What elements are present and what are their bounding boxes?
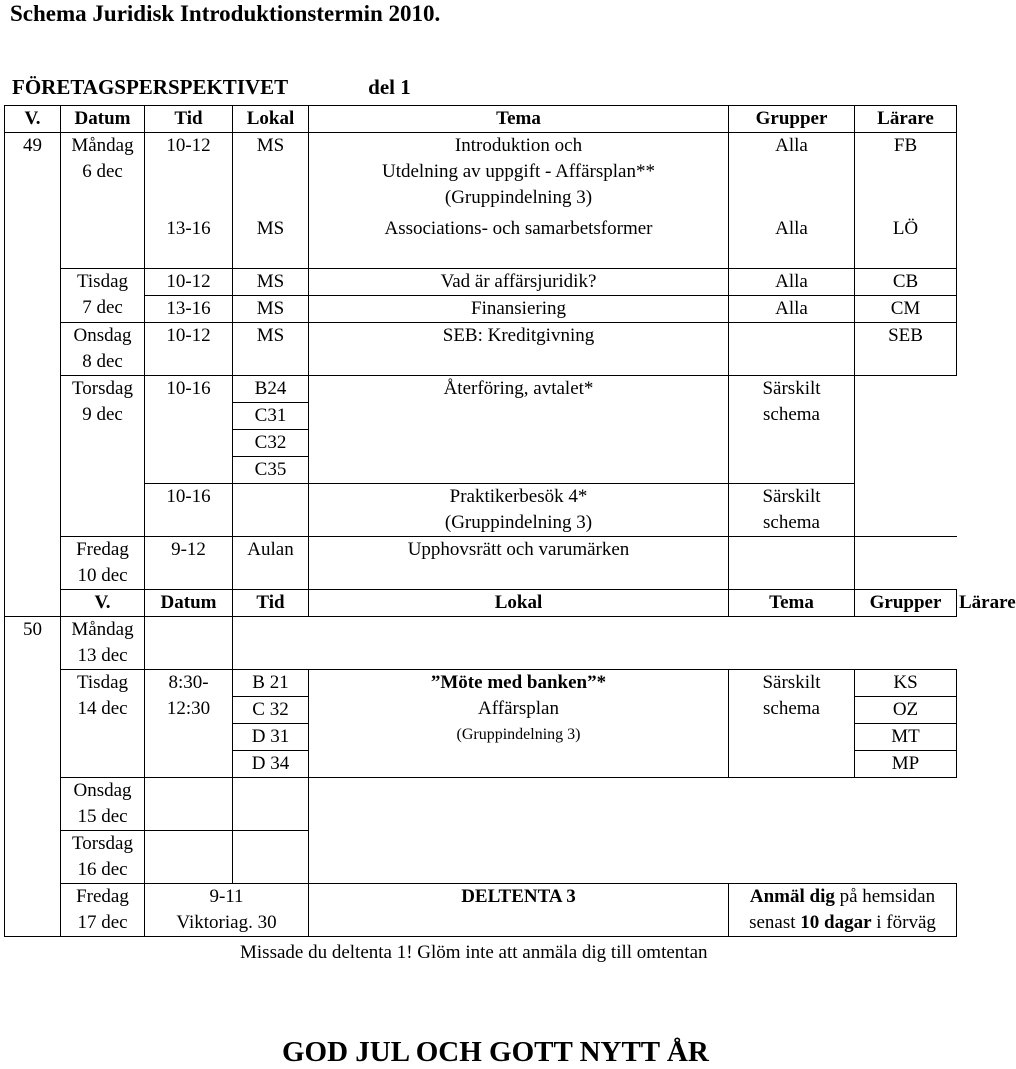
table-row	[5, 831, 957, 884]
groups-cell	[729, 376, 855, 484]
room-cell: MS	[233, 296, 309, 323]
note-bold: 10 dagar	[800, 912, 872, 933]
note-line	[731, 884, 954, 910]
header-theme: Tema	[309, 106, 729, 133]
theme-cell: Vad är affärsjuridik?	[309, 269, 729, 296]
header-time: Tid	[233, 590, 309, 617]
header-date: Datum	[61, 106, 145, 133]
time-cell: 13-16	[145, 296, 233, 323]
groups-cell	[729, 670, 855, 778]
groups-cell	[729, 537, 855, 590]
theme-line: Praktikerbesök 4*	[449, 486, 588, 507]
teacher-cell: MP	[855, 751, 957, 778]
teacher-cell: SEB	[855, 323, 957, 376]
schedule-table	[4, 105, 1016, 937]
theme-cell	[309, 831, 729, 884]
table-row	[5, 296, 957, 323]
section-label: FÖRETAGSPERSPEKTIVET	[12, 75, 289, 99]
day-date: 8 dec	[82, 351, 123, 372]
header-room: Lokal	[309, 590, 729, 617]
theme-cell	[309, 617, 729, 670]
theme-line: Introduktion och	[454, 135, 583, 156]
groups-line: schema	[763, 512, 820, 533]
theme-line: (Gruppindelning 3)	[444, 512, 593, 533]
groups-cell	[729, 484, 855, 537]
table-header-row	[5, 106, 957, 133]
theme-cell: Finansiering	[309, 296, 729, 323]
theme-line: Affärsplan	[478, 698, 559, 719]
page-title: Schema Juridisk Introduktionstermin 2010.	[10, 1, 441, 26]
table-row	[5, 133, 957, 217]
day-cell	[61, 376, 145, 537]
groups-cell	[729, 778, 855, 831]
groups-line: schema	[763, 698, 820, 719]
room-cell: MS	[233, 323, 309, 376]
room-cell: MS	[233, 133, 309, 217]
teacher-cell: CM	[855, 296, 957, 323]
theme-cell: DELTENTA 3	[309, 884, 729, 937]
teacher-cell: KS	[855, 670, 957, 697]
room-cell: B24	[233, 376, 309, 403]
teacher-cell: LÖ	[855, 216, 957, 269]
section-part: del 1	[368, 75, 411, 99]
teacher-cell	[855, 617, 957, 670]
week-number: 50	[5, 617, 61, 937]
time-cell	[145, 778, 233, 831]
time-cell	[145, 617, 233, 670]
note-text: i förväg	[871, 912, 936, 933]
room-cell: C 32	[233, 697, 309, 724]
day-name: Onsdag	[73, 780, 132, 801]
table-row	[5, 376, 957, 403]
table-row	[5, 670, 957, 697]
time-cell: 10-12	[145, 269, 233, 296]
reminder-text: Missade du deltenta 1! Glöm inte att anmäla dig till omtentan	[240, 942, 708, 963]
day-cell	[61, 884, 145, 937]
theme-cell: SEB: Kreditgivning	[309, 323, 729, 376]
theme-cell	[309, 670, 729, 778]
room-cell	[233, 484, 309, 537]
day-name: Fredag	[76, 886, 129, 907]
day-cell	[61, 269, 145, 323]
day-date: 16 dec	[77, 859, 128, 880]
table-row	[5, 884, 957, 937]
teacher-cell: OZ	[855, 697, 957, 724]
groups-cell	[729, 831, 855, 884]
time-line: 9-11	[209, 886, 244, 907]
day-date: 7 dec	[82, 297, 123, 318]
teacher-cell	[855, 537, 957, 590]
note-text: senast	[749, 912, 801, 933]
room-cell: D 31	[233, 724, 309, 751]
table-row	[5, 269, 957, 296]
theme-cell	[309, 484, 729, 537]
day-cell	[61, 537, 145, 590]
day-name: Tisdag	[76, 271, 129, 292]
teacher-cell	[855, 778, 957, 831]
time-line: 8:30-	[168, 672, 209, 693]
note-text: på hemsidan	[834, 886, 936, 907]
theme-cell: Upphovsrätt och varumärken	[309, 537, 729, 590]
day-date: 15 dec	[77, 806, 128, 827]
theme-line: (Gruppindelning 3)	[444, 187, 593, 208]
time-cell: 10-12	[145, 323, 233, 376]
time-cell	[145, 884, 309, 937]
header-room: Lokal	[233, 106, 309, 133]
table-row	[5, 537, 957, 590]
time-cell: 9-12	[145, 537, 233, 590]
theme-line: (Gruppindelning 3)	[456, 726, 581, 743]
theme-cell	[309, 133, 729, 217]
table-row	[5, 778, 957, 831]
teacher-cell: FB	[855, 133, 957, 217]
room-cell	[233, 778, 309, 831]
groups-line: schema	[763, 404, 820, 425]
room-cell: MS	[233, 269, 309, 296]
room-line: Viktoriag. 30	[176, 912, 277, 933]
time-cell: 13-16	[145, 216, 233, 269]
groups-cell	[729, 323, 855, 376]
room-cell: C31	[233, 403, 309, 430]
time-cell: 10-12	[145, 133, 233, 217]
theme-cell: Associations- och samarbetsformer	[309, 216, 729, 269]
room-cell: Aulan	[233, 537, 309, 590]
teacher-cell	[855, 376, 957, 537]
room-cell	[233, 831, 309, 884]
time-cell: 10-16	[145, 376, 233, 484]
room-cell	[233, 617, 309, 670]
groups-line: Särskilt	[762, 378, 821, 399]
teacher-cell: MT	[855, 724, 957, 751]
day-name: Måndag	[71, 135, 134, 156]
day-name: Tisdag	[76, 672, 129, 693]
table-row	[5, 323, 957, 376]
time-cell	[145, 670, 233, 778]
room-cell: D 34	[233, 751, 309, 778]
day-cell	[61, 778, 145, 831]
groups-cell: Alla	[729, 133, 855, 217]
groups-line: Särskilt	[762, 486, 821, 507]
teacher-cell: CB	[855, 269, 957, 296]
day-name: Torsdag	[72, 378, 133, 399]
groups-cell: Alla	[729, 269, 855, 296]
table-row	[5, 617, 957, 670]
table-header-row: V. Datum Tid Lokal Tema Grupper Lärare	[5, 590, 957, 617]
day-cell	[61, 670, 145, 778]
day-cell	[61, 831, 145, 884]
groups-cell: Alla	[729, 296, 855, 323]
header-groups: Grupper	[729, 106, 855, 133]
room-cell: B 21	[233, 670, 309, 697]
greeting-text: GOD JUL OCH GOTT NYTT ÅR	[282, 1036, 709, 1068]
header-week: V.	[61, 590, 145, 617]
theme-cell	[309, 778, 729, 831]
day-cell	[61, 133, 145, 269]
note-bold: Anmäl dig	[749, 886, 835, 907]
header-time: Tid	[145, 106, 233, 133]
groups-cell	[729, 617, 855, 670]
header-groups: Grupper	[855, 590, 957, 617]
room-cell: C35	[233, 457, 309, 484]
room-cell: C32	[233, 430, 309, 457]
day-date: 17 dec	[77, 912, 128, 933]
day-date: 6 dec	[82, 161, 123, 182]
section-heading	[12, 75, 411, 100]
day-cell	[61, 323, 145, 376]
day-date: 9 dec	[82, 404, 123, 425]
room-cell: MS	[233, 216, 309, 269]
time-line: 12:30	[166, 698, 211, 719]
header-date: Datum	[145, 590, 233, 617]
theme-line: Utdelning av uppgift - Affärsplan**	[382, 161, 655, 182]
day-cell	[61, 617, 145, 670]
groups-line: Särskilt	[762, 672, 821, 693]
theme-line: ”Möte med banken”*	[430, 672, 607, 693]
teacher-cell	[855, 831, 957, 884]
day-name: Onsdag	[73, 325, 132, 346]
time-cell: 10-16	[145, 484, 233, 537]
day-name: Torsdag	[72, 833, 133, 854]
header-theme: Tema	[729, 590, 855, 617]
day-date: 13 dec	[77, 645, 128, 666]
day-date: 14 dec	[77, 698, 128, 719]
note-cell	[729, 884, 957, 937]
day-date: 10 dec	[77, 565, 128, 586]
day-name: Fredag	[76, 539, 129, 560]
theme-cell: Återföring, avtalet*	[309, 376, 729, 484]
time-cell	[145, 831, 233, 884]
groups-cell: Alla	[729, 216, 855, 269]
table-row	[5, 216, 957, 269]
week-number: 49	[5, 133, 61, 617]
header-week: V.	[5, 106, 61, 133]
header-teachers: Lärare	[855, 106, 957, 133]
note-line	[731, 910, 954, 936]
day-name: Måndag	[71, 619, 134, 640]
